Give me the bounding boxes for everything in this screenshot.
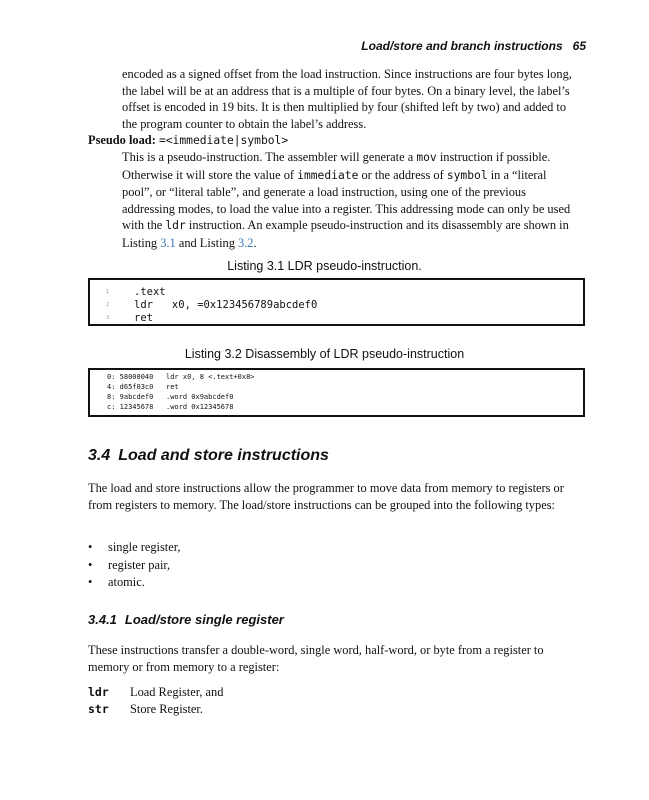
- desc-text: instruction if possible. Otherwise it will store the value of: [122, 150, 551, 182]
- list-item: • register pair,: [88, 557, 488, 575]
- section-title: Load/store single register: [124, 612, 284, 627]
- section-number: 3.4: [88, 447, 111, 464]
- code-line: [106, 297, 318, 314]
- listing-3-1-box: [88, 278, 585, 326]
- desc-text: in a “literal pool”, or “literal table”, and generate a load instruction, using one of the previous addressing modes, to load the value into a register. This addressing mode can only be used with the: [122, 167, 571, 233]
- listing-ref-3-1[interactable]: 3.1: [160, 235, 176, 250]
- pseudo-load-description: [122, 149, 580, 252]
- code-text: ldr x0, =0x123456789abcdef0: [134, 299, 318, 311]
- code-symbol: symbol: [446, 168, 488, 182]
- desc-text: This is a pseudo-instruction. The assembler will generate a: [122, 150, 417, 164]
- section-heading-3-4: [88, 448, 329, 465]
- definition-item: [88, 701, 223, 718]
- header-title: Load/store and branch instructions: [361, 39, 563, 53]
- code-mov: mov: [416, 151, 437, 164]
- page-number: 65: [572, 39, 586, 53]
- instruction-term: ldr: [88, 685, 109, 699]
- code-line: [106, 310, 153, 327]
- definition-item: [88, 684, 223, 701]
- desc-text: and Listing: [175, 235, 239, 250]
- running-header: [361, 38, 586, 55]
- section-heading-3-4-1: [88, 612, 284, 629]
- disassembly-line: c: 12345678 .word 0x12345678: [107, 403, 234, 411]
- desc-text: or the address of: [358, 167, 447, 182]
- code-text: .text: [134, 286, 166, 298]
- list-item: • single register,: [88, 539, 488, 557]
- line-number: 3: [106, 315, 110, 321]
- listing-3-2-caption: Listing 3.2 Disassembly of LDR pseudo-instruction: [184, 347, 465, 361]
- pseudo-load-term: Pseudo load:: [88, 133, 156, 147]
- code-text: ret: [134, 312, 153, 324]
- disassembly-line: 0: 58000040 ldr x0, 8 <.text+0x8>: [107, 373, 255, 381]
- listing-ref-3-2[interactable]: 3.2: [238, 235, 254, 250]
- section-title: Load and store instructions: [118, 447, 329, 464]
- continued-paragraph-text: encoded as a signed offset from the load instruction. Since instructions are four bytes long, the label will be at an address that is a multiple of four bytes. On a binary level, the label’s offset is encoded in 19 bits. It is then multiplied by four (shifted left by two) and added to the program counter to obtain the label’s address.: [122, 67, 572, 131]
- code-immediate: immediate: [297, 168, 359, 182]
- instruction-desc: Load Register, and: [130, 685, 224, 699]
- desc-text: instruction. An example pseudo-instruction and its disassembly are shown in Listing: [122, 218, 569, 250]
- line-number: 1: [106, 289, 110, 295]
- instruction-term: str: [88, 702, 109, 716]
- continued-paragraph: [122, 66, 580, 132]
- section-3-4-1-paragraph: These instructions transfer a double-word, single word, half-word, or byte from a register to memory or from memory to a register:: [88, 643, 544, 674]
- pseudo-load-term-line: [88, 132, 580, 150]
- section-3-4-paragraph: The load and store instructions allow the programmer to move data from memory to registers or from registers to memory. The load/store instructions can be grouped into the following types:: [88, 481, 564, 512]
- types-list: [88, 539, 488, 592]
- code-ldr: ldr: [165, 219, 186, 233]
- disassembly-line: 8: 9abcdef0 .word 0x9abcdef0: [107, 393, 234, 401]
- listing-3-1-caption: Listing 3.1 LDR pseudo-instruction.: [227, 259, 422, 273]
- instruction-definitions: [88, 684, 223, 718]
- pseudo-load-syntax: =<immediate|symbol>: [158, 134, 289, 147]
- instruction-desc: Store Register.: [130, 702, 203, 716]
- line-number: 2: [106, 302, 110, 308]
- desc-text: .: [253, 235, 257, 250]
- list-item: • atomic.: [88, 574, 488, 592]
- section-number: 3.4.1: [88, 612, 117, 627]
- disassembly-line: 4: d65f03c0 ret: [107, 383, 179, 391]
- listing-3-2-box: [88, 368, 585, 417]
